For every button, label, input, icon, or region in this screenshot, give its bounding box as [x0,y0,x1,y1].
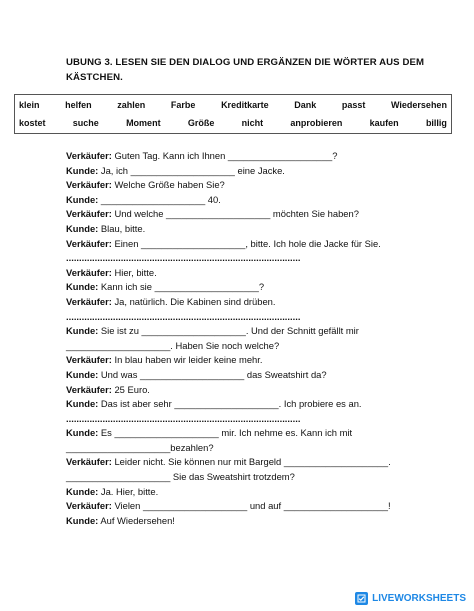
exercise-title: UBUNG 3. LESEN SIE DEN DIALOG UND ERGÄNZEN DIE WÖRTER AUS DEM KÄSTCHEN. [66,57,425,83]
speaker-label: Verkäufer: [66,266,112,278]
word-box [14,94,452,134]
dialog-line [66,280,446,295]
speaker-label: Verkäufer: [66,295,112,307]
dialog-line [66,499,446,514]
dialog-text: Und was ____________________ das Sweatshirt da? [98,368,327,380]
speaker-label: Verkäufer: [66,237,112,249]
word-chip: suche [72,118,99,128]
speaker-label: Verkäufer: [66,208,112,220]
dialog-line [66,485,446,500]
word-box-row-2 [19,116,447,130]
word-chip: kostet [19,118,46,128]
dialog-text: Hier, bitte. [111,266,157,278]
word-box-row-1 [19,98,447,112]
speaker-label: Kunde: [66,222,99,234]
section-divider: .......................................................................................... [66,310,301,322]
dialog-line [66,266,446,281]
word-chip: zahlen [117,100,146,110]
word-chip: passt [341,100,366,110]
dialog-text: ____________________ 40. [98,193,221,205]
dialog-text: ____________________bezahlen? [66,441,214,453]
word-chip: klein [19,100,40,110]
dialog-text: Vielen ____________________ und auf ____________________! [111,500,391,512]
speaker-label: Kunde: [66,193,99,205]
dialog-text: Auf Wiedersehen! [98,514,175,526]
dialog [66,149,446,528]
dialog-line [66,353,446,368]
dialog-line [66,193,446,208]
speaker-label: Kunde: [66,281,99,293]
word-chip: Dank [294,100,317,110]
dialog-line [66,339,446,354]
word-chip: billig [425,118,447,128]
dialog-text: Kann ich sie ____________________? [98,281,265,293]
speaker-label: Verkäufer: [66,150,112,161]
word-chip: nicht [241,118,264,128]
dialog-line [66,324,446,339]
dialog-line [66,514,446,529]
speaker-label: Kunde: [66,368,99,380]
dialog-text: Einen ____________________, bitte. Ich hole die Jacke für Sie. [111,237,381,249]
speaker-label: Verkäufer: [66,354,112,366]
dialog-text: In blau haben wir leider keine mehr. [111,354,263,366]
dialog-text: ____________________ Sie das Sweatshirt trotzdem? [66,471,295,483]
dialog-text: Es ____________________ mir. Ich nehme es. Kann ich mit [98,427,353,439]
word-chip: helfen [65,100,92,110]
speaker-label: Kunde: [66,485,99,497]
dialog-line [66,455,446,470]
section-divider: .......................................................................................... [66,412,301,424]
dialog-text: ____________________. Haben Sie noch welche? [66,339,280,351]
dialog-line [66,441,446,456]
dialog-text: Ja, natürlich. Die Kabinen sind drüben. [111,295,276,307]
liveworksheets-logo-icon [355,592,368,605]
dialog-line [66,178,446,193]
dialog-text: Und welche ____________________ möchten Sie haben? [111,208,359,220]
dialog-line [66,237,446,252]
dialog-line [66,164,446,179]
dialog-line [66,426,446,441]
speaker-label: Kunde: [66,398,99,410]
word-chip: Moment [126,118,161,128]
dialog-line [66,207,446,222]
dialog-text: 25 Euro. [111,383,150,395]
speaker-label: Kunde: [66,325,99,337]
word-chip: Größe [187,118,215,128]
speaker-label: Verkäufer: [66,456,112,468]
dialog-text: Guten Tag. Kann ich Ihnen ____________________? [111,150,338,161]
dialog-line [66,295,446,310]
word-chip: Kreditkarte [221,100,269,110]
dialog-line [66,149,446,164]
dialog-text: Welche Größe haben Sie? [111,179,225,191]
speaker-label: Verkäufer: [66,179,112,191]
speaker-label: Kunde: [66,427,99,439]
speaker-label: Verkäufer: [66,500,112,512]
dialog-line [66,470,446,485]
word-chip: kaufen [369,118,399,128]
liveworksheets-logo [355,592,466,605]
dialog-text: Das ist aber sehr ____________________. Ich probiere es an. [98,398,362,410]
speaker-label: Kunde: [66,514,99,526]
dialog-line [66,222,446,237]
dialog-text: Sie ist zu ____________________. Und der Schnitt gefällt mir [98,325,359,337]
dialog-text: Ja, ich ____________________ eine Jacke. [98,164,285,176]
speaker-label: Kunde: [66,164,99,176]
word-chip: Wiedersehen [391,100,447,110]
dialog-text: Ja. Hier, bitte. [98,485,159,497]
dialog-line [66,383,446,398]
dialog-line [66,397,446,412]
word-chip: Farbe [170,100,196,110]
speaker-label: Verkäufer: [66,383,112,395]
word-chip: anprobieren [290,118,343,128]
section-divider: .......................................................................................... [66,252,301,264]
dialog-line [66,368,446,383]
dialog-text: Leider nicht. Sie können nur mit Bargeld ____________________. [111,456,391,468]
dialog-text: Blau, bitte. [98,222,146,234]
brand-text: LIVEWORKSHEETS [372,593,466,604]
